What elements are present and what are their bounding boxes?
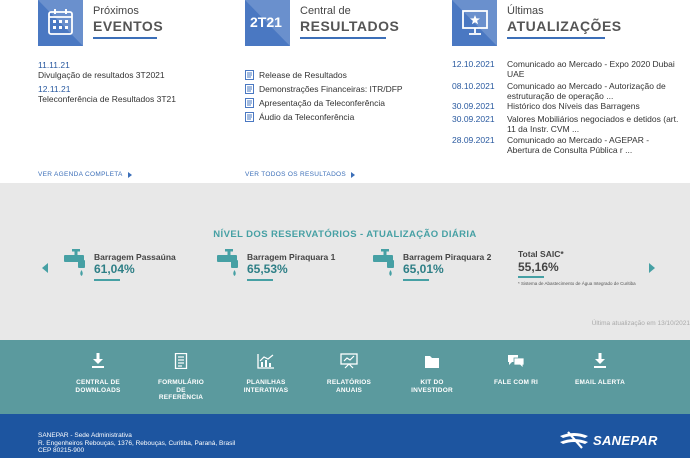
event-item[interactable] (38, 60, 165, 80)
total-saic-underline (518, 276, 544, 278)
tool-label: KIT DO INVESTIDOR (411, 379, 453, 394)
presentation-icon (452, 0, 497, 46)
tools-bar (0, 340, 690, 414)
sanepar-logo-text: SANEPAR (593, 432, 658, 448)
update-date: 30.09.2021 (452, 101, 495, 111)
footer-line-3: CEP 80215-900 (38, 447, 85, 454)
results-header (300, 4, 399, 39)
results-list (245, 68, 403, 124)
tool-label: FORMULÁRIO DE REFERÊNCIA (157, 379, 205, 401)
tool-label: RELATÓRIOS ANUAIS (326, 379, 372, 394)
results-item-label: Release de Resultados (259, 70, 347, 80)
results-item-financials[interactable] (245, 82, 403, 96)
update-item[interactable] (452, 115, 679, 134)
header-underline (300, 37, 386, 39)
document-icon (245, 70, 254, 80)
carousel-next-arrow-icon[interactable] (649, 263, 655, 273)
folder-icon (424, 353, 440, 369)
dam-name: Barragem Passaúna (94, 252, 176, 262)
update-date: 08.10.2021 (452, 81, 495, 91)
results-quarter-label: 2T21 (250, 14, 282, 30)
results-item-audio[interactable] (245, 110, 403, 124)
sanepar-logo[interactable] (558, 431, 658, 449)
event-date: 12.11.21 (38, 84, 71, 94)
arrow-right-icon (351, 172, 355, 178)
events-header (93, 4, 163, 39)
results-item-label: Áudio da Teleconferência (259, 112, 355, 122)
presentation-icon (340, 353, 358, 369)
tool-formulario-referencia[interactable] (153, 353, 209, 402)
results-quarter-icon (245, 0, 290, 46)
tool-label: EMAIL ALERTA (575, 379, 625, 386)
results-header-big: RESULTADOS (300, 18, 400, 34)
event-date: 11.11.21 (38, 60, 70, 70)
update-date: 12.10.2021 (452, 59, 495, 69)
document-icon (245, 84, 254, 94)
view-agenda-label: VER AGENDA COMPLETA (38, 171, 123, 178)
download-icon (91, 353, 105, 369)
faucet-icon (373, 249, 399, 279)
tool-label: FALE COM RI (493, 379, 539, 386)
faucet-icon (64, 249, 90, 279)
footer (0, 414, 690, 458)
total-saic-card (518, 249, 636, 286)
results-item-release[interactable] (245, 68, 403, 82)
dam-name: Barragem Piraquara 2 (403, 252, 492, 262)
tool-kit-investidor[interactable] (404, 353, 460, 394)
header-underline (507, 37, 605, 39)
footer-line-1: SANEPAR - Sede Administrativa (38, 432, 132, 439)
email-alert-icon (593, 353, 607, 369)
spreadsheet-icon (257, 353, 275, 369)
updates-header-small: Últimas (507, 5, 544, 17)
results-header-small: Central de (300, 5, 351, 17)
events-header-big: EVENTOS (93, 18, 164, 34)
view-all-results-link[interactable] (245, 171, 355, 178)
header-underline (93, 37, 157, 39)
results-item-presentation[interactable] (245, 96, 403, 110)
results-item-label: Demonstrações Financeiras: ITR/DFP (259, 84, 403, 94)
footer-line-2: R. Engenheiros Rebouças, 1376, Rebouças, Curitiba, Paraná, Brasil (38, 439, 236, 447)
last-update-text: Última atualização em 13/10/2021 (591, 320, 690, 327)
dam-level: 65,53% (247, 262, 288, 276)
dam-level: 61,04% (94, 262, 135, 276)
dam-underline (247, 279, 273, 281)
update-title: Comunicado ao Mercado - AGEPAR - Abertura de Consulta Pública r ... (507, 135, 650, 155)
chat-icon (507, 353, 525, 369)
update-item[interactable] (452, 60, 679, 79)
sanepar-logo-icon (558, 431, 590, 449)
carousel-prev-arrow-icon[interactable] (42, 263, 48, 273)
dam-underline (403, 279, 429, 281)
update-title: Comunicado ao Mercado - Autorização de estruturação de operação ... (507, 81, 666, 101)
top-section (0, 0, 690, 183)
events-header-small: Próximos (93, 5, 139, 17)
tool-label: PLANILHAS INTERATIVAS (243, 379, 289, 394)
form-icon (174, 353, 188, 369)
update-date: 30.09.2021 (452, 114, 495, 124)
arrow-right-icon (128, 172, 132, 178)
dam-level: 65,01% (403, 262, 444, 276)
update-title: Valores Mobiliários negociados e detidos (art. 11 da Instr. CVM ... (507, 114, 679, 134)
update-item[interactable] (452, 82, 679, 101)
document-icon (245, 98, 254, 108)
tool-planilhas-interativas[interactable] (238, 353, 294, 394)
tool-relatorios-anuais[interactable] (321, 353, 377, 394)
updates-header-big: ATUALIZAÇÕES (507, 18, 622, 34)
update-date: 28.09.2021 (452, 135, 495, 145)
total-saic-note: * Sistema de Abastecimento de Água Integrado de Curitiba (518, 281, 636, 286)
tool-email-alerta[interactable] (572, 353, 628, 387)
tool-central-downloads[interactable] (70, 353, 126, 394)
updates-header (507, 4, 622, 39)
footer-address (38, 432, 235, 455)
event-title: Divulgação de resultados 3T2021 (38, 70, 165, 80)
view-agenda-link[interactable] (38, 171, 132, 178)
view-all-results-label: VER TODOS OS RESULTADOS (245, 171, 347, 178)
update-title: Histórico dos Níveis das Barragens (507, 101, 640, 111)
reservoirs-section (0, 183, 690, 340)
reservoirs-title: NÍVEL DOS RESERVATÓRIOS - ATUALIZAÇÃO DIÁRIA (213, 229, 477, 240)
update-title: Comunicado ao Mercado - Expo 2020 Dubai UAE (507, 59, 675, 79)
event-item[interactable] (38, 84, 176, 104)
total-saic-label: Total SAIC* (518, 249, 564, 259)
update-item[interactable] (452, 102, 679, 112)
faucet-icon (217, 249, 243, 279)
results-item-label: Apresentação da Teleconferência (259, 98, 386, 108)
dam-name: Barragem Piraquara 1 (247, 252, 336, 262)
document-icon (245, 112, 254, 122)
dam-underline (94, 279, 120, 281)
tool-fale-com-ri[interactable] (488, 353, 544, 387)
tool-label: CENTRAL DE DOWNLOADS (75, 379, 121, 394)
total-saic-value: 55,16% (518, 260, 559, 274)
event-title: Teleconferência de Resultados 3T21 (38, 94, 176, 104)
calendar-icon (38, 0, 83, 46)
update-item[interactable] (452, 136, 679, 155)
